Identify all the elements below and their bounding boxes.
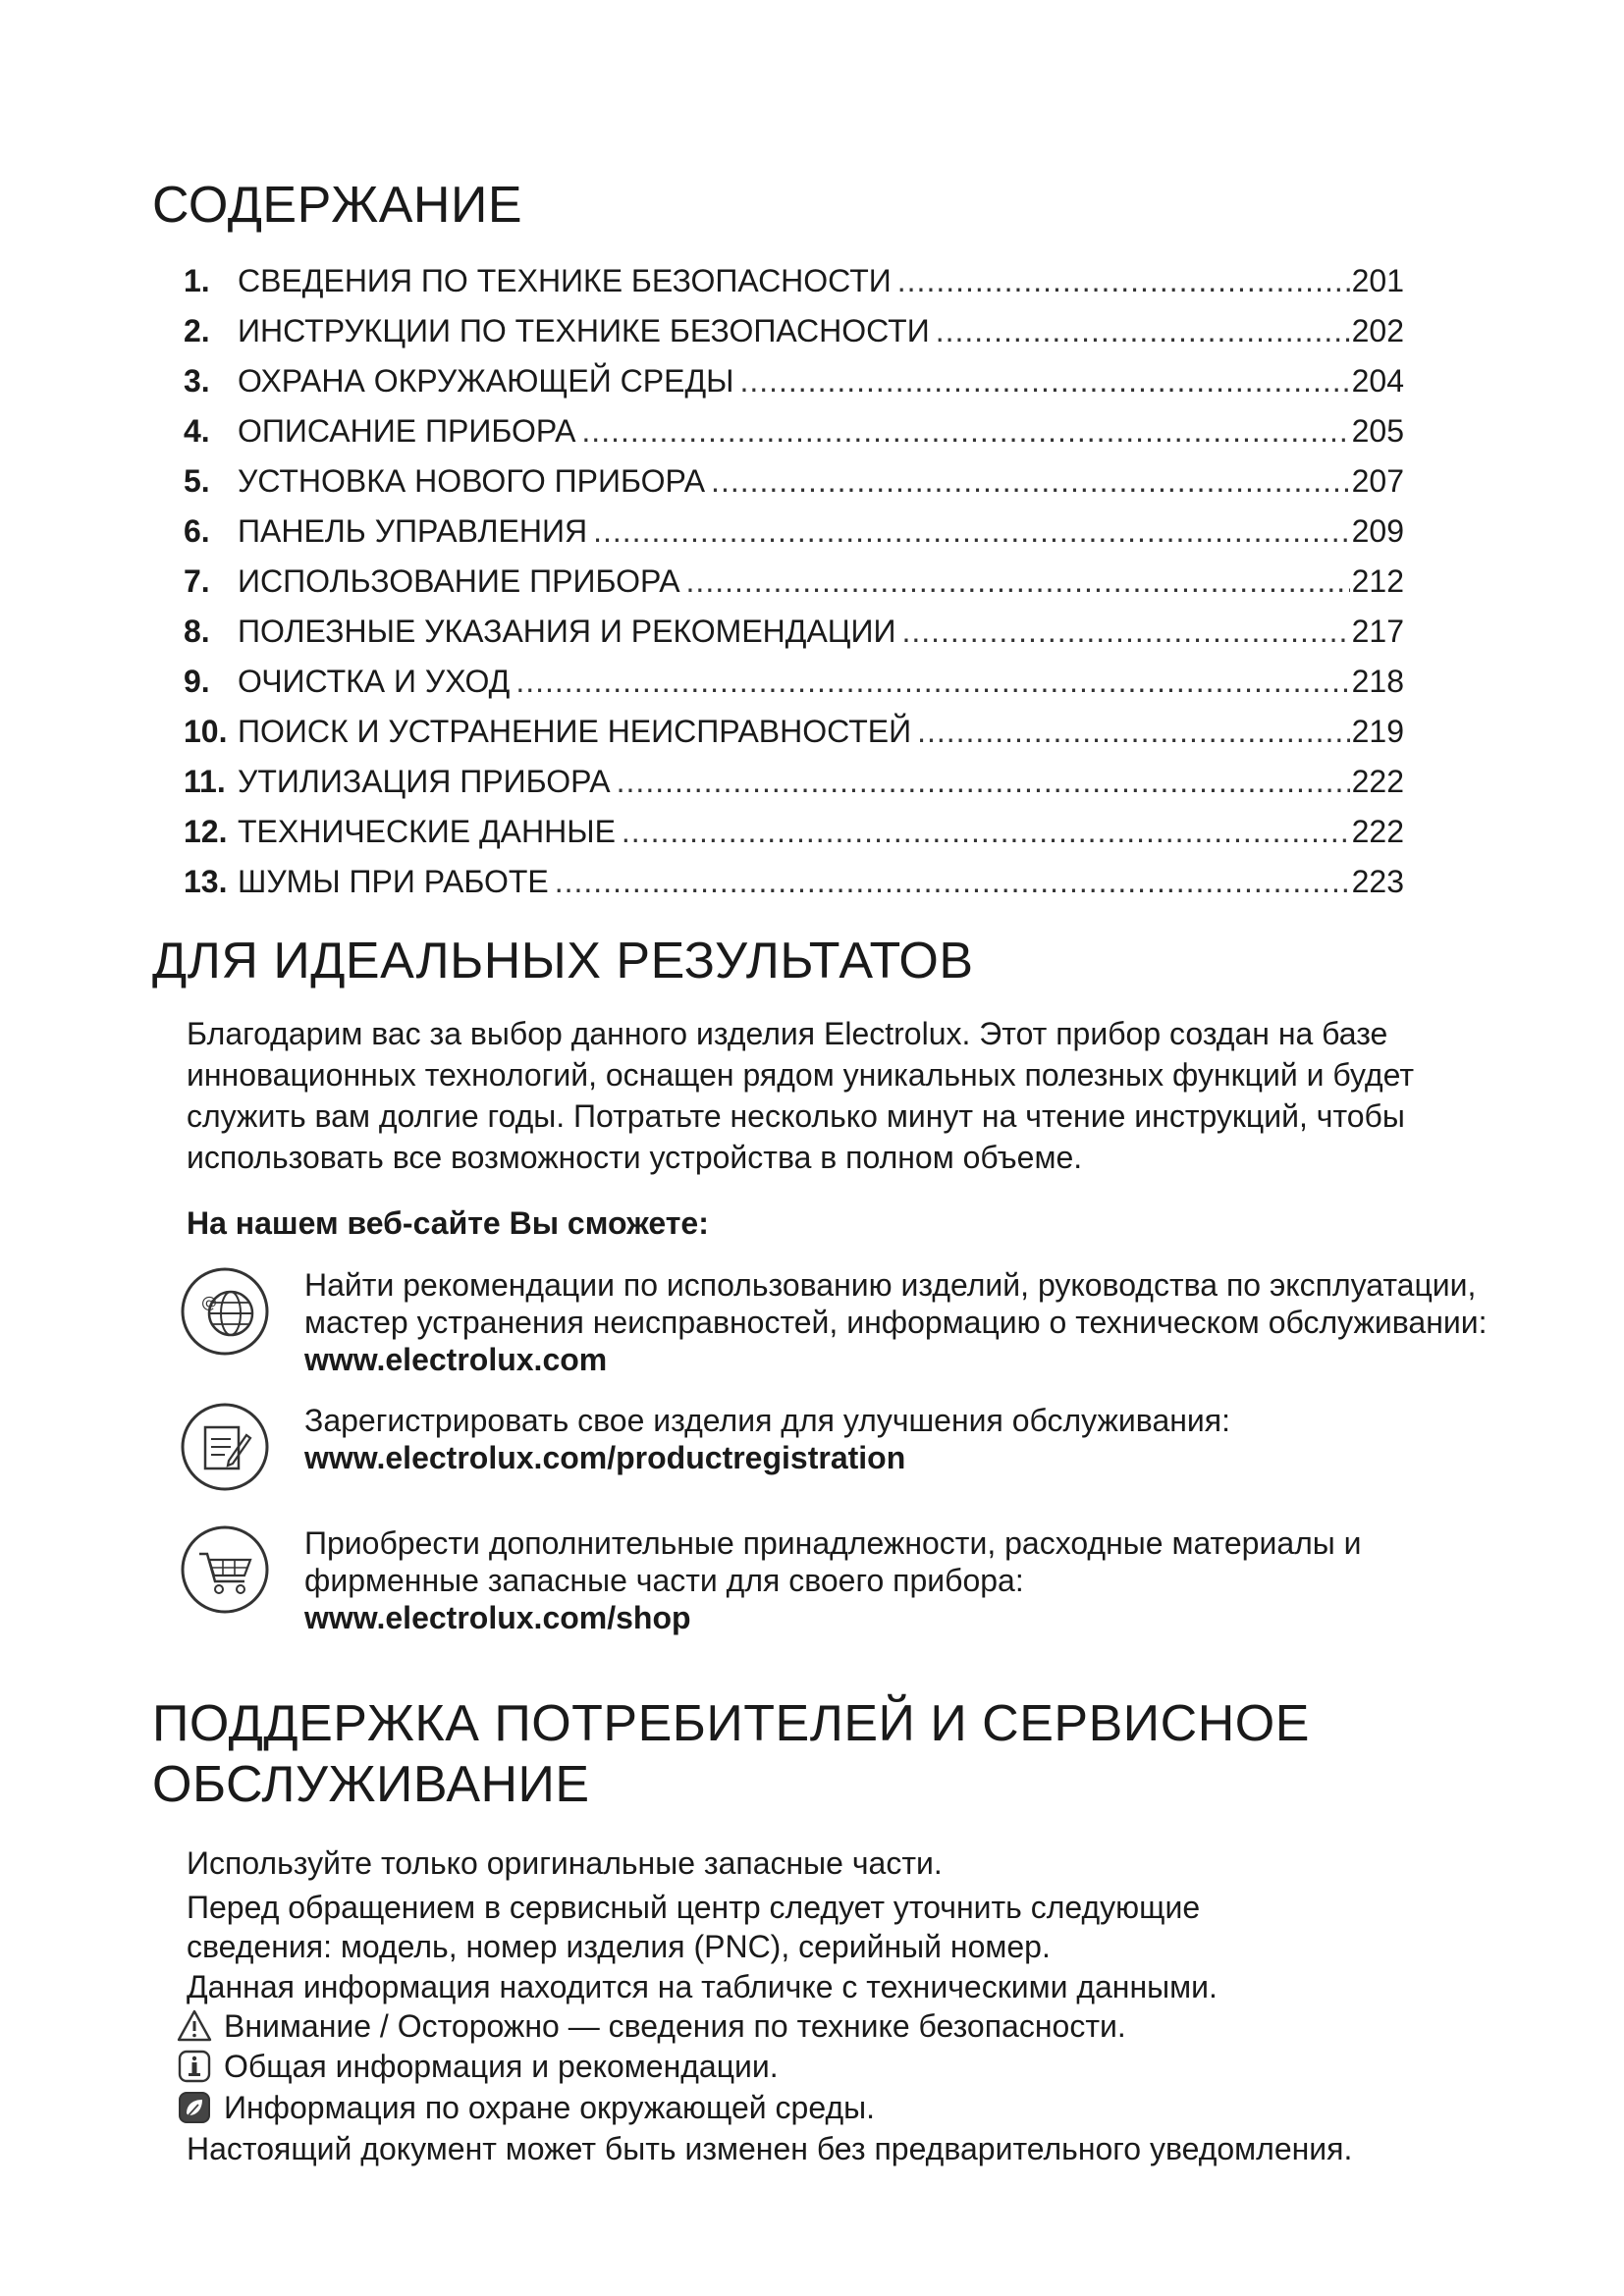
toc-item-number: 5. [184,463,210,499]
results-heading: ДЛЯ ИДЕАЛЬНЫХ РЕЗУЛЬТАТОВ [152,933,974,989]
shopping-cart-icon [180,1524,270,1615]
toc-item-title: ШУМЫ ПРИ РАБОТЕ [238,864,549,899]
toc-item-page: 202 [1351,313,1404,348]
toc-item-title: ОЧИСТКА И УХОД [238,664,511,699]
toc-item-title: УСТНОВКА НОВОГО ПРИБОРА [238,463,706,499]
toc-item[interactable] [184,664,1404,714]
toc-leader-dots [581,413,1349,450]
web-item-text: Найти рекомендации по использованию изделий, руководства по эксплуатации, мастер устранения неисправностей, информацию о техническом обслуживании: [304,1267,1488,1340]
legend-info-text: Общая информация и рекомендации. [224,2049,779,2084]
toc-leader-dots [739,363,1349,400]
toc-item[interactable] [184,463,1404,513]
toc-item-title: ОХРАНА ОКРУЖАЮЩЕЙ СРЕДЫ [238,363,734,399]
toc-item[interactable] [184,614,1404,664]
support-text-required-info: сведения: модель, номер изделия (PNC), серийный номер. [187,1929,1051,1964]
warning-icon [177,2008,212,2044]
support-heading-line2: ОБСЛУЖИВАНИЕ [152,1756,590,1814]
toc-item-number: 9. [184,664,210,699]
toc-item-title: ПАНЕЛЬ УПРАВЛЕНИЯ [238,513,588,549]
toc-leader-dots [515,664,1349,700]
toc-item-title: ИНСТРУКЦИИ ПО ТЕХНИКЕ БЕЗОПАСНОСТИ [238,313,930,348]
globe-icon [180,1266,270,1357]
toc-item-page: 212 [1351,563,1404,599]
toc-item-page: 205 [1351,413,1404,449]
registration-link[interactable]: www.electrolux.com/productregistration [304,1440,906,1475]
toc-item-title: ОПИСАНИЕ ПРИБОРА [238,413,576,449]
toc-item-number: 10. [184,714,228,749]
toc-leader-dots [622,814,1350,850]
toc-leader-dots [711,463,1350,500]
toc-item[interactable] [184,563,1404,614]
toc-item-title: ТЕХНИЧЕСКИЕ ДАННЫЕ [238,814,616,849]
svg-text:@: @ [201,1293,217,1311]
toc-item-number: 8. [184,614,210,649]
shop-link[interactable]: www.electrolux.com/shop [304,1600,691,1635]
toc-leader-dots [897,263,1350,299]
info-icon [177,2049,212,2084]
support-heading [152,1693,1310,1816]
toc-item-page: 209 [1351,513,1404,549]
toc-item-number: 4. [184,413,210,449]
toc-item[interactable] [184,313,1404,363]
toc-item-number: 12. [184,814,228,849]
toc-item[interactable] [184,814,1404,864]
toc-leader-dots [901,614,1349,650]
toc-leader-dots [917,714,1350,750]
toc-leader-dots [936,313,1350,349]
toc-item[interactable] [184,864,1404,914]
toc-leader-dots [555,864,1350,900]
toc-item-title: ИСПОЛЬЗОВАНИЕ ПРИБОРА [238,563,680,599]
website-label: На нашем веб-сайте Вы сможете: [187,1205,709,1241]
toc-item-title: ПОЛЕЗНЫЕ УКАЗАНИЯ И РЕКОМЕНДАЦИИ [238,614,896,649]
legend-environment-text: Информация по охране окружающей среды. [224,2090,875,2125]
toc-item[interactable] [184,714,1404,764]
website-link[interactable]: www.electrolux.com [304,1342,608,1377]
legend-warning-text: Внимание / Осторожно — сведения по технике безопасности. [224,2008,1126,2044]
toc-leader-dots [593,513,1350,550]
toc-item-page: 219 [1351,714,1404,749]
environment-icon [177,2090,212,2125]
toc-leader-dots [686,563,1350,600]
toc-item-title: УТИЛИЗАЦИЯ ПРИБОРА [238,764,611,799]
disclaimer: Настоящий документ может быть изменен без предварительного уведомления. [187,2131,1353,2166]
toc-item[interactable] [184,263,1404,313]
toc-item-page: 207 [1351,463,1404,499]
toc-heading: СОДЕРЖАНИЕ [152,177,523,234]
web-item-text: Зарегистрировать свое изделия для улучшения обслуживания: [304,1403,1230,1438]
registration-icon [180,1402,270,1492]
toc-item-number: 3. [184,363,210,399]
toc-item-page: 217 [1351,614,1404,649]
web-item-text: Приобрести дополнительные принадлежности, расходные материалы и фирменные запасные части для своего прибора: [304,1525,1362,1598]
toc-item-number: 6. [184,513,210,549]
toc-item-page: 223 [1351,864,1404,899]
legend-environment [177,2087,875,2128]
toc-item-number: 2. [184,313,210,348]
toc-leader-dots [617,764,1350,800]
support-heading-line1: ПОДДЕРЖКА ПОТРЕБИТЕЛЕЙ И СЕРВИСНОЕ [152,1695,1310,1752]
toc-item-page: 201 [1351,263,1404,298]
intro-paragraph: Благодарим вас за выбор данного изделия Electrolux. Этот прибор создан на базе инновационных технологий, оснащен рядом уникальных полезных функций и будет служить вам долгие годы. Потратьте несколько минут на чтение инструкций, чтобы использовать все возможности устройства в полном объеме. [187,1016,1414,1175]
toc-item-page: 222 [1351,764,1404,799]
toc-item-page: 222 [1351,814,1404,849]
toc-item-number: 13. [184,864,228,899]
support-text-rating-plate: Данная информация находится на табличке с техническими данными. [187,1969,1218,2004]
toc-item[interactable] [184,363,1404,413]
toc-item-title: СВЕДЕНИЯ ПО ТЕХНИКЕ БЕЗОПАСНОСТИ [238,263,892,298]
toc-item-number: 11. [184,764,226,799]
toc-item-page: 204 [1351,363,1404,399]
legend-info [177,2046,779,2087]
support-text-original-parts: Используйте только оригинальные запасные части. [187,1845,943,1881]
toc-item-number: 7. [184,563,210,599]
toc-item[interactable] [184,764,1404,814]
toc-item[interactable] [184,413,1404,463]
legend-warning [177,2005,1126,2047]
toc-item[interactable] [184,513,1404,563]
toc-item-page: 218 [1351,664,1404,699]
table-of-contents [184,263,1404,914]
toc-item-number: 1. [184,263,210,298]
support-text-before-contact: Перед обращением в сервисный центр следует уточнить следующие [187,1890,1201,1925]
toc-item-title: ПОИСК И УСТРАНЕНИЕ НЕИСПРАВНОСТЕЙ [238,714,912,749]
